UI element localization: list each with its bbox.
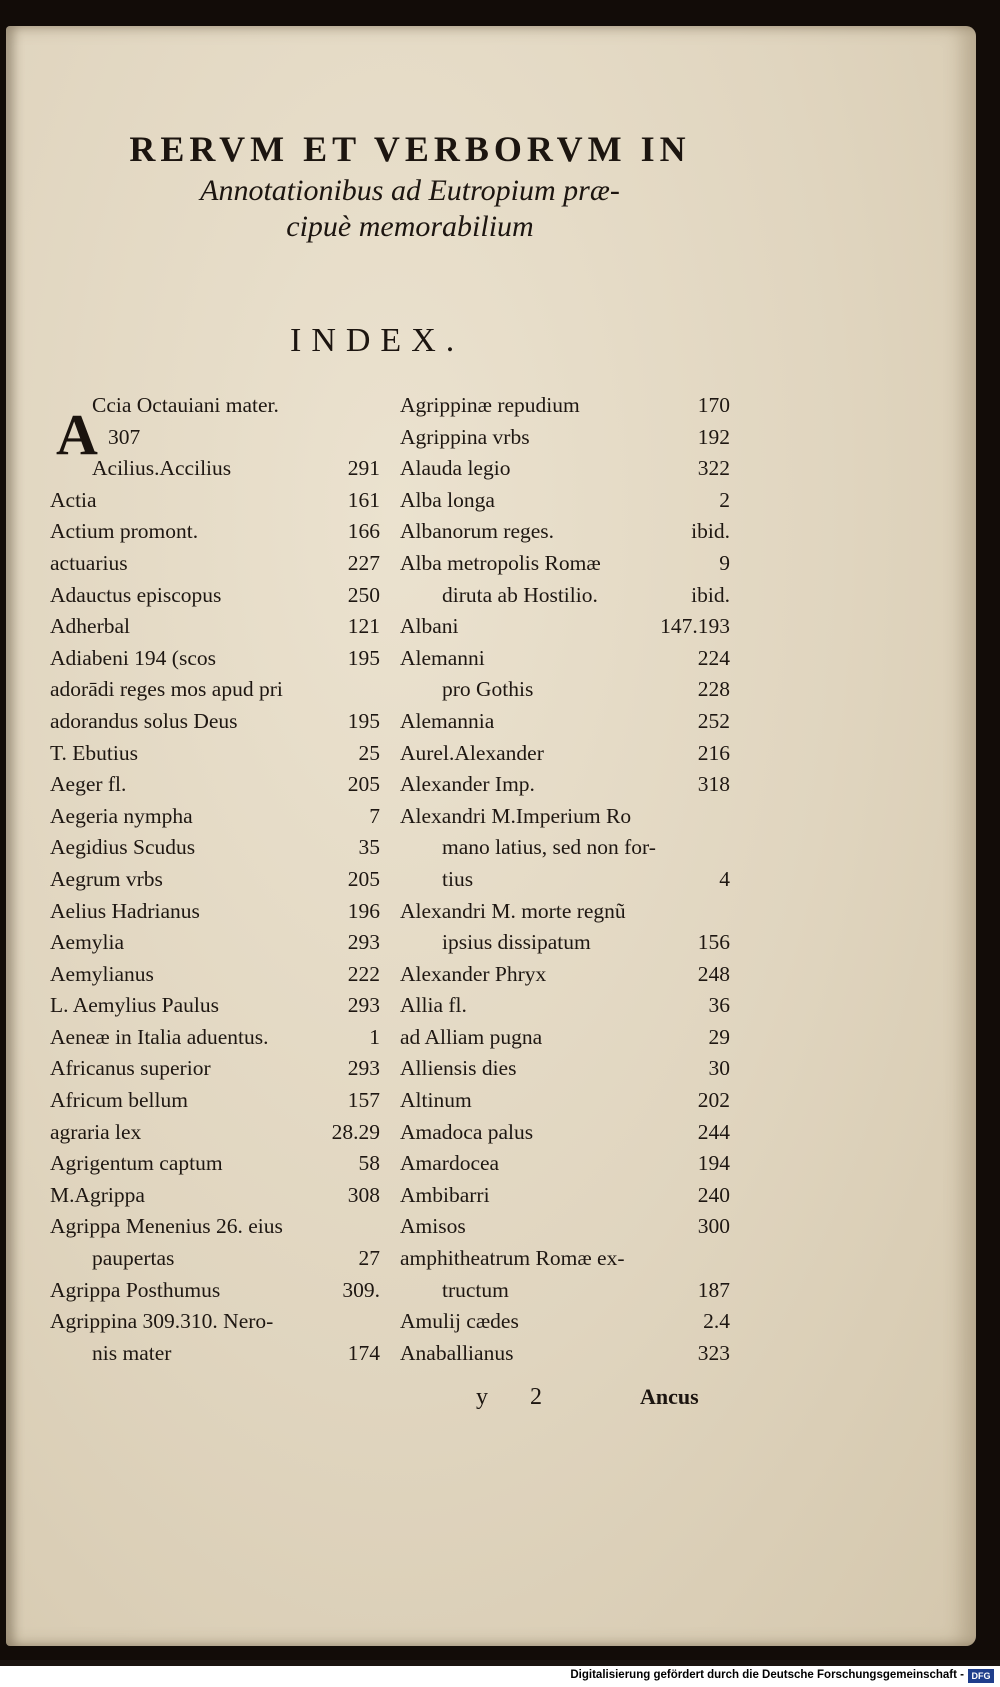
entry-term: Albani (400, 614, 459, 639)
index-title: INDEX. (290, 322, 465, 359)
entry-term: Adauctus episcopus (50, 582, 222, 607)
index-entry (400, 801, 730, 833)
entry-term: paupertas (92, 1246, 175, 1271)
entry-term: Alba longa (400, 487, 495, 512)
entry-page-number: 227 (347, 550, 380, 575)
index-entry (400, 990, 730, 1022)
index-entry (50, 1085, 380, 1117)
entry-term: Alexandri M. morte regnũ (400, 898, 626, 923)
drop-capital: A (56, 402, 98, 467)
entry-page-number: 195 (347, 645, 380, 670)
entry-term: Ccia Octauiani mater. (92, 393, 279, 417)
index-entry (50, 1022, 380, 1054)
index-entry (400, 516, 730, 548)
index-entry (50, 674, 380, 706)
entry-term: Aurel.Alexander (400, 740, 544, 765)
catchword: Ancus (640, 1384, 699, 1409)
entry-page-number: 1 (369, 1024, 380, 1049)
entry-term: Aegrum vrbs (50, 866, 163, 891)
entry-term: nis mater (92, 1340, 172, 1365)
dfg-logo-icon: DFG (968, 1669, 994, 1683)
index-column-right (400, 390, 730, 1369)
heading-line-2: Annotationibus ad Eutropium præ- (200, 174, 620, 207)
entry-page-number: 250 (347, 582, 380, 607)
index-entry (50, 990, 380, 1022)
index-entry (400, 422, 730, 454)
index-entry (50, 769, 380, 801)
index-entry (400, 959, 730, 991)
entry-page-number: 222 (347, 961, 380, 986)
index-entry (50, 453, 380, 485)
index-entry (400, 896, 730, 928)
entry-page-number: 194 (697, 1151, 730, 1176)
entry-term: tius (442, 866, 474, 891)
entry-page-number: 240 (697, 1182, 730, 1207)
entry-page-number: 2 (719, 487, 730, 512)
entry-page-number: 228 (697, 677, 730, 702)
entry-term: Actia (50, 487, 97, 512)
entry-page-number: 291 (347, 456, 380, 481)
entry-page-number: 157 (347, 1088, 380, 1113)
entry-page-number: 293 (347, 1056, 380, 1081)
entry-page-number: 35 (358, 835, 380, 860)
entry-page-number: 244 (697, 1119, 730, 1144)
index-entry (50, 959, 380, 991)
index-column-left (50, 390, 380, 1369)
index-entry (400, 674, 730, 706)
entry-term: pro Gothis (442, 677, 534, 702)
entry-term: Alexandri M.Imperium Ro (400, 803, 632, 828)
entry-term: Aegeria nympha (50, 803, 193, 828)
index-entry (50, 1338, 380, 1370)
heading-line-3: cipuè memorabilium (286, 210, 534, 243)
index-entry (50, 643, 380, 675)
entry-page-number: 202 (697, 1088, 730, 1113)
index-entry (50, 580, 380, 612)
index-entry (400, 485, 730, 517)
entry-page-number: 318 (697, 772, 730, 797)
heading-line-1: RERVM ET VERBORVM IN (129, 129, 691, 169)
entry-page-number: 2.4 (703, 1309, 730, 1334)
index-entry (50, 1243, 380, 1275)
index-entry (50, 927, 380, 959)
index-entry (50, 611, 380, 643)
entry-term: Alexander Phryx (400, 961, 547, 986)
entry-term: Anaballianus (400, 1340, 514, 1365)
entry-term: Africanus superior (50, 1056, 211, 1081)
index-entry (400, 769, 730, 801)
entry-term: Altinum (400, 1088, 472, 1113)
entry-page-number: 121 (347, 614, 380, 639)
index-entry (50, 864, 380, 896)
entry-page-number: 293 (347, 930, 380, 955)
index-entry (400, 706, 730, 738)
index-entry (50, 390, 380, 422)
entry-term: Agrippinæ repudium (400, 393, 580, 417)
index-entry (400, 390, 730, 422)
entry-page-number: 322 (697, 456, 730, 481)
entry-page-number: 28.29 (331, 1119, 380, 1144)
entry-term: Actium promont. (50, 519, 199, 544)
entry-page-number: 36 (708, 993, 730, 1018)
index-entry (50, 1053, 380, 1085)
entry-page-number: 248 (697, 961, 730, 986)
index-entry (400, 1306, 730, 1338)
entry-page-number: 25 (358, 740, 380, 765)
index-entry (50, 1306, 380, 1338)
entry-term: agraria lex (50, 1119, 142, 1144)
entry-term: M.Agrippa (50, 1182, 145, 1207)
entry-term: Amardocea (400, 1151, 500, 1176)
entry-term: Amisos (400, 1214, 466, 1239)
index-entry (50, 1211, 380, 1243)
entry-page-number: 252 (697, 708, 730, 733)
entry-page-number: 187 (697, 1277, 730, 1302)
index-entry (50, 548, 380, 580)
entry-term: adorādi reges mos apud pri (50, 677, 283, 702)
entry-term: diruta ab Hostilio. (442, 582, 598, 607)
index-entry (400, 832, 730, 864)
index-entry (400, 548, 730, 580)
entry-page-number: ibid. (691, 519, 730, 544)
entry-term: Agrippa Menenius 26. eius (50, 1214, 283, 1239)
index-entry (50, 832, 380, 864)
entry-term: Alliensis dies (400, 1056, 517, 1081)
index-entry (400, 1148, 730, 1180)
entry-page-number: 29 (708, 1024, 730, 1049)
index-entry (400, 1022, 730, 1054)
entry-term: tructum (442, 1277, 509, 1302)
index-entry (50, 1117, 380, 1149)
index-entry (50, 1180, 380, 1212)
index-entry (400, 643, 730, 675)
index-entry (50, 516, 380, 548)
entry-term: Amulij cædes (400, 1309, 519, 1334)
digitization-footer (0, 1666, 1000, 1687)
entry-term: Ambibarri (400, 1182, 490, 1207)
entry-page-number: 170 (697, 393, 730, 417)
entry-term: actuarius (50, 550, 128, 575)
entry-term: Africum bellum (50, 1088, 188, 1113)
entry-term: Alemanni (400, 645, 485, 670)
entry-term: ipsius dissipatum (442, 930, 591, 955)
entry-term: Agrigentum captum (50, 1151, 223, 1176)
index-entry (400, 1180, 730, 1212)
entry-term: Alauda legio (400, 456, 511, 481)
index-entry (400, 580, 730, 612)
entry-term: Albanorum reges. (400, 519, 555, 544)
entry-term: Allia fl. (400, 993, 467, 1018)
entry-term: Aegidius Scudus (50, 835, 196, 860)
entry-page-number: 9 (719, 550, 730, 575)
entry-term: T. Ebutius (50, 740, 138, 765)
entry-term: Alba metropolis Romæ (400, 550, 601, 575)
entry-term: Agrippina vrbs (400, 424, 530, 449)
entry-page-number: 300 (697, 1214, 730, 1239)
index-entry (400, 927, 730, 959)
index-entry (400, 864, 730, 896)
index-entry (400, 1117, 730, 1149)
index-entry (400, 1275, 730, 1307)
entry-page-number: 174 (347, 1340, 380, 1365)
entry-page-number: 7 (369, 803, 380, 828)
index-entry (400, 1338, 730, 1370)
index-entry (400, 1085, 730, 1117)
entry-term: ad Alliam pugna (400, 1024, 543, 1049)
entry-term: Aelius Hadrianus (50, 898, 200, 923)
index-entry (50, 485, 380, 517)
entry-term: mano latius, sed non for- (442, 835, 656, 860)
index-entry (400, 1053, 730, 1085)
entry-page-number: ibid. (691, 582, 730, 607)
index-entry (50, 896, 380, 928)
entry-page-number: 224 (697, 645, 730, 670)
entry-term: Aeger fl. (50, 772, 127, 797)
footer-credit: Digitalisierung gefördert durch die Deutsche Forschungsgemeinschaft - (570, 1669, 964, 1681)
entry-page-number: 205 (347, 772, 380, 797)
index-entry (400, 1211, 730, 1243)
page-heading (70, 128, 750, 244)
entry-term: Agrippina 309.310. Nero- (50, 1309, 274, 1334)
entry-term: adorandus solus Deus (50, 708, 238, 733)
entry-term: Aemylianus (50, 961, 154, 986)
entry-term: Amadoca palus (400, 1119, 534, 1144)
entry-term: 307 (108, 424, 141, 449)
entry-page-number: 161 (347, 487, 380, 512)
entry-page-number: 166 (347, 519, 380, 544)
entry-page-number: 4 (719, 866, 730, 891)
index-entry (50, 422, 380, 454)
entry-term: Acilius.Accilius (92, 456, 232, 481)
index-entry (400, 453, 730, 485)
index-entry (400, 1243, 730, 1275)
entry-page-number: 196 (347, 898, 380, 923)
entry-page-number: 323 (697, 1340, 730, 1365)
index-entry (400, 738, 730, 770)
entry-page-number: 195 (347, 708, 380, 733)
entry-page-number: 58 (358, 1151, 380, 1176)
entry-page-number: 27 (358, 1246, 380, 1271)
entry-term: Aemylia (50, 930, 125, 955)
entry-term: Alemannia (400, 708, 495, 733)
index-entry (400, 611, 730, 643)
index-entry (50, 1275, 380, 1307)
entry-page-number: 192 (697, 424, 730, 449)
entry-term: Aeneæ in Italia aduentus. (50, 1024, 269, 1049)
index-entry (50, 738, 380, 770)
entry-page-number: 205 (347, 866, 380, 891)
entry-page-number: 30 (708, 1056, 730, 1081)
signature-mark: y 2 (476, 1384, 560, 1410)
entry-page-number: 216 (697, 740, 730, 765)
entry-term: Agrippa Posthumus (50, 1277, 221, 1302)
entry-page-number: 147.193 (660, 614, 730, 639)
entry-term: Adiabeni 194 (scos (50, 645, 216, 670)
entry-page-number: 293 (347, 993, 380, 1018)
entry-term: L. Aemylius Paulus (50, 993, 220, 1018)
entry-page-number: 156 (697, 930, 730, 955)
entry-page-number: 309. (342, 1277, 380, 1302)
entry-term: Alexander Imp. (400, 772, 535, 797)
index-entry (50, 706, 380, 738)
entry-term: Adherbal (50, 614, 130, 639)
entry-page-number: 308 (347, 1182, 380, 1207)
entry-term: amphitheatrum Romæ ex- (400, 1246, 625, 1271)
index-entry (50, 1148, 380, 1180)
index-entry (50, 801, 380, 833)
